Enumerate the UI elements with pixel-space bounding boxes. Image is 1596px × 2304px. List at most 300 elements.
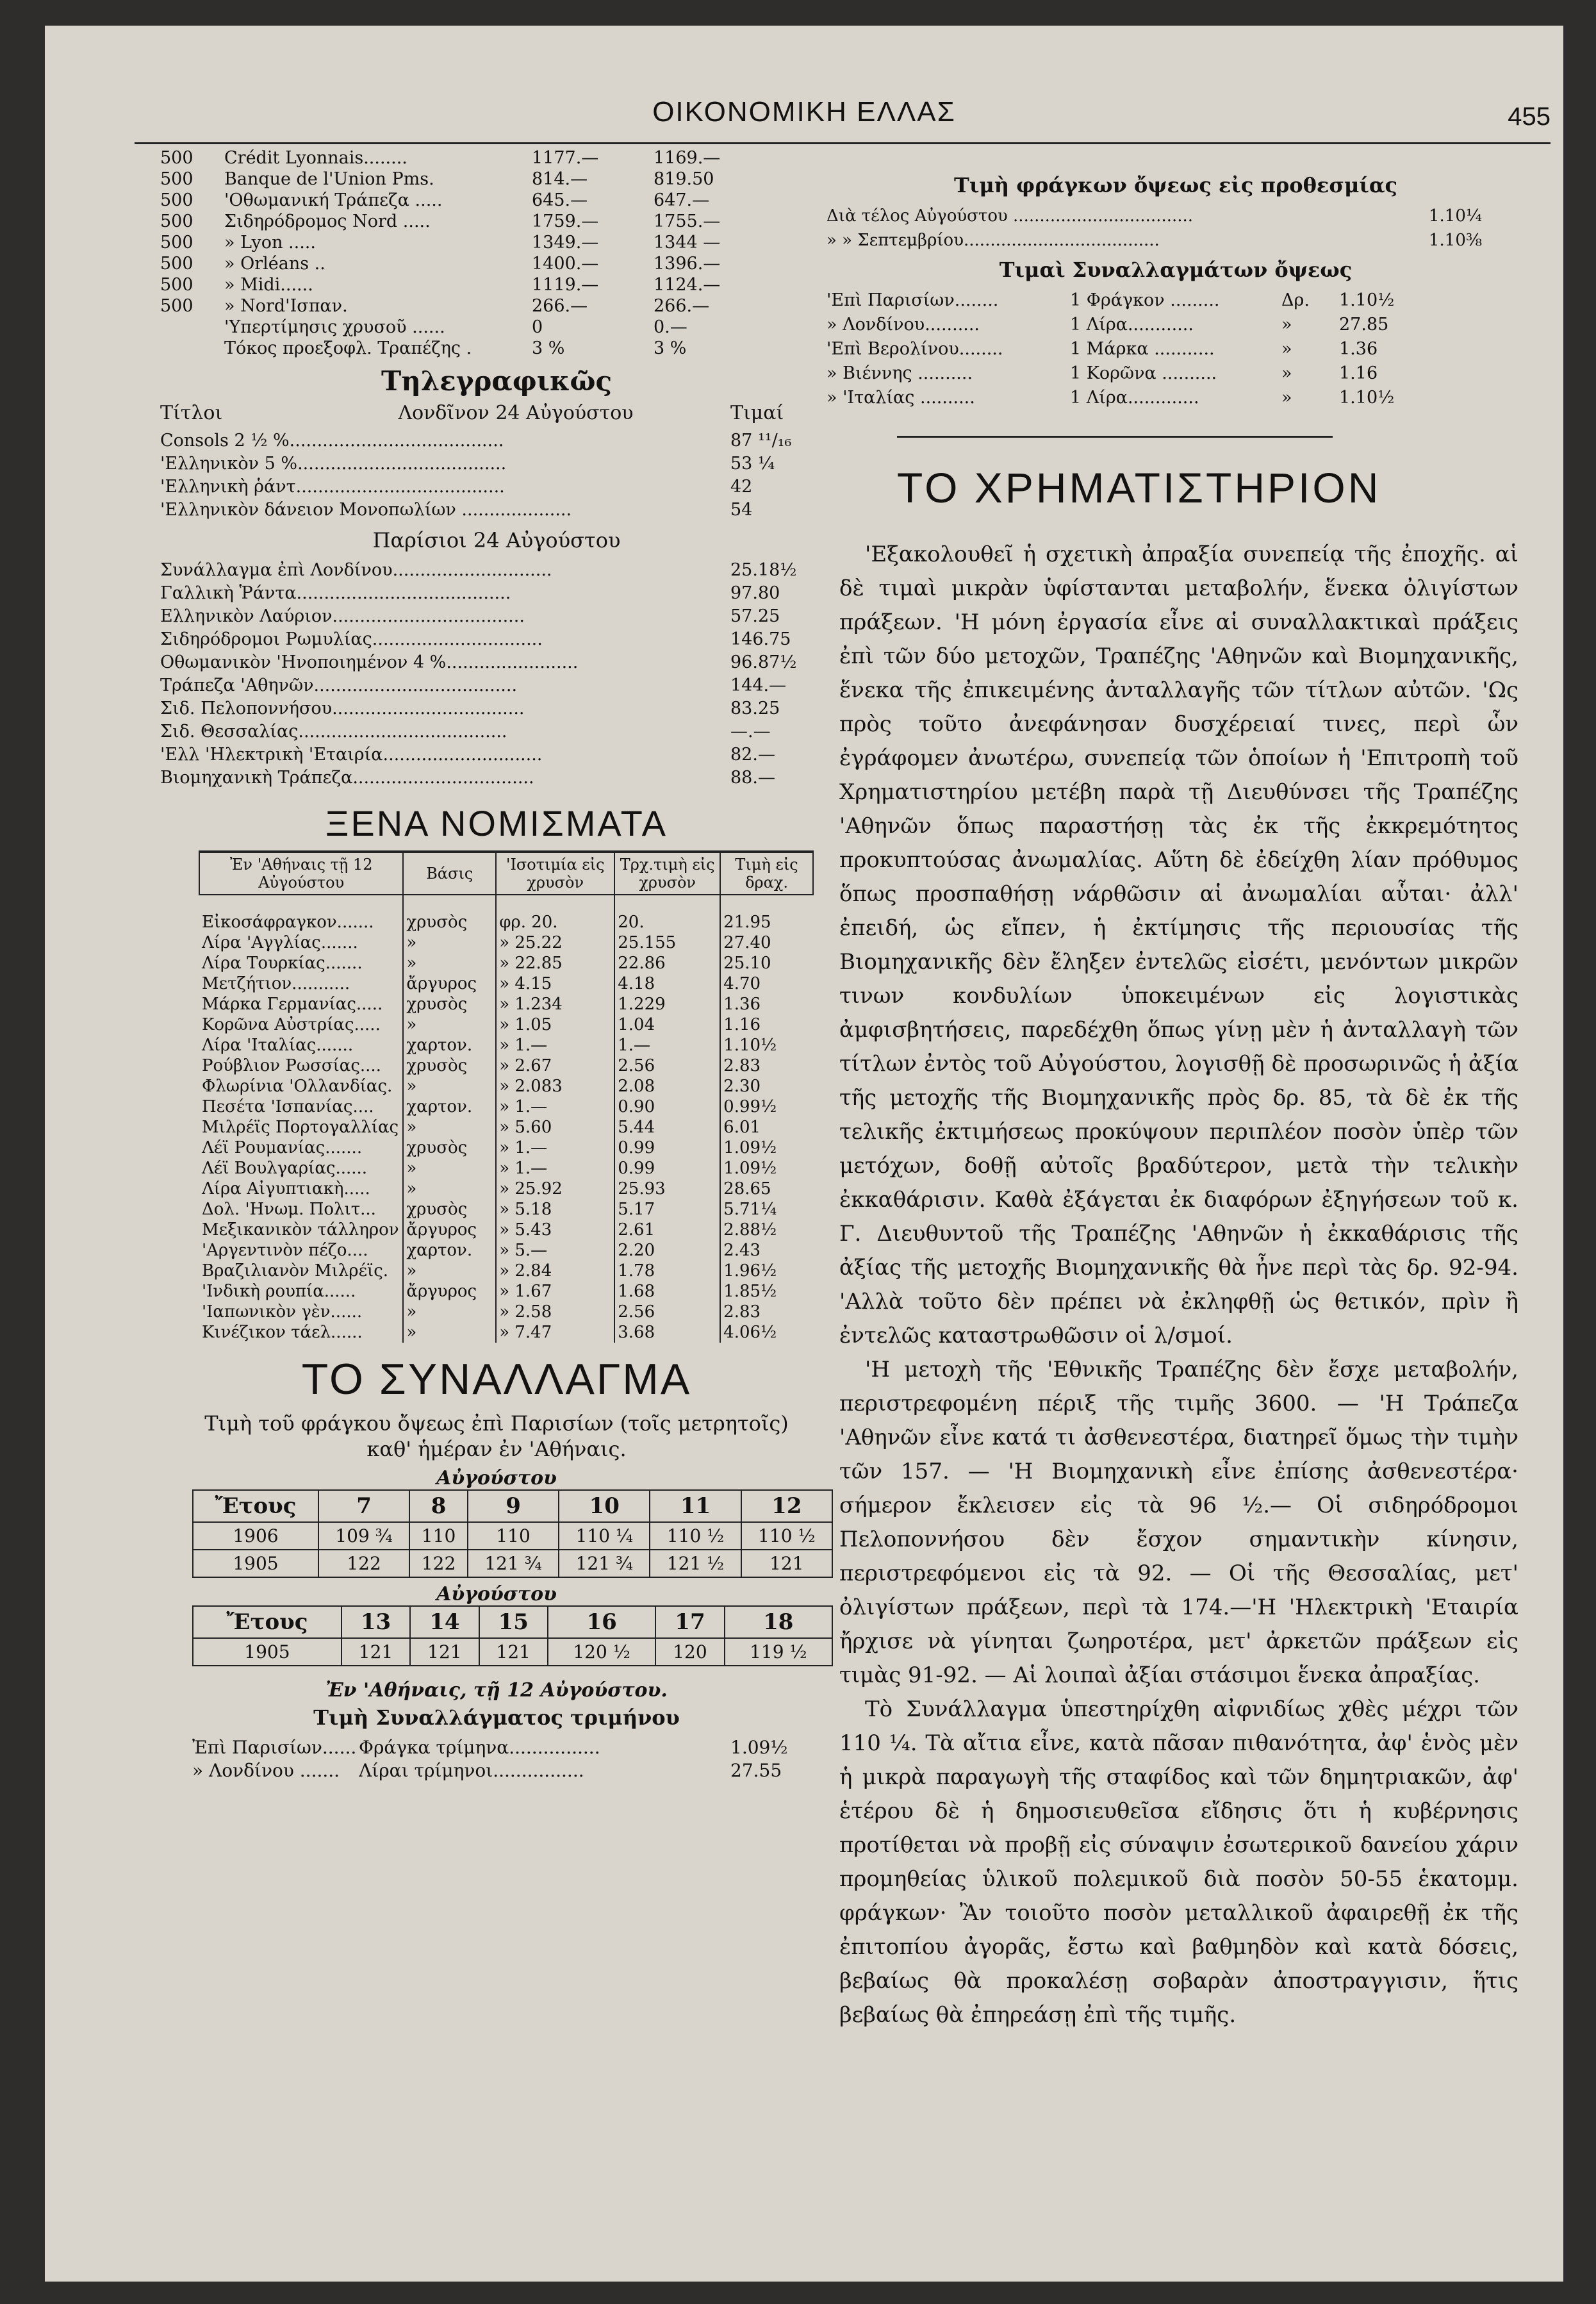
fx-drachma: 1.16: [720, 1015, 813, 1035]
telegraphic-title: Τηλεγραφικῶς: [381, 365, 613, 397]
day-header: 12: [741, 1490, 832, 1522]
quote-row: [160, 628, 833, 651]
rate-cell: 121 ¾: [559, 1550, 650, 1577]
fx-drachma: 27.40: [720, 932, 813, 953]
ticker-row: [160, 274, 833, 295]
ticker-qty: 500: [160, 148, 193, 168]
fx-basis: χρυσὸς: [403, 895, 496, 932]
fx-basis: ἄργυρος: [403, 974, 496, 994]
fx-drachma: 2.88½: [720, 1220, 813, 1240]
rate-cell: 122: [318, 1550, 409, 1577]
quote-row: [160, 452, 833, 476]
day-header: 7: [318, 1490, 409, 1522]
fx-drachma: 25.10: [720, 953, 813, 974]
fx-parity: » 2.67: [496, 1056, 614, 1076]
fx-currency: Λίρα Αἰγυπτιακὴ.....: [202, 1179, 370, 1198]
fx-parity: » 25.92: [496, 1179, 614, 1199]
quote-price: 54: [730, 500, 753, 520]
sight-rate-value: 1.16: [1339, 363, 1378, 383]
sight-rate-row: [827, 386, 1525, 410]
quote-price: 87 ¹¹/₁₆: [730, 431, 792, 451]
sight-rate-prefix: »: [1281, 339, 1292, 359]
day-header: 15: [479, 1606, 548, 1638]
ticker-row: [160, 169, 833, 190]
quote-price: 146.75: [730, 629, 791, 649]
day-header: 14: [410, 1606, 479, 1638]
sight-rate-row: [827, 337, 1525, 361]
sight-rate-prefix: »: [1281, 388, 1292, 408]
ticker-name: 'Οθωμανική Τράπεζα .....: [224, 190, 443, 210]
ticker-price-now: 0.—: [654, 317, 687, 337]
ticker-price-now: 1124.—: [654, 275, 721, 295]
paris-stock-list: [160, 147, 833, 359]
fx-drachma: 0.99½: [720, 1097, 813, 1117]
ticker-qty: 500: [160, 233, 193, 253]
paris-heading: Παρίσιοι 24 Αὐγούστου: [372, 528, 621, 552]
ticker-name: » Midi......: [224, 275, 313, 295]
day-header: 16: [548, 1606, 655, 1638]
foreign-money-table: [199, 850, 814, 1343]
fx-gold-rate: 0.99: [614, 1138, 720, 1158]
table-row: [199, 994, 813, 1015]
market-title: ΤΟ ΧΡΗΜΑΤΙΣΤΗΡΙΟΝ: [897, 464, 1381, 511]
table-row: [199, 1035, 813, 1056]
fx-gold-rate: 25.93: [614, 1179, 720, 1199]
ticker-price-now: 266.—: [654, 296, 710, 316]
fx-header-parity: 'Ισοτιμία εἰς χρυσὸν: [496, 852, 614, 895]
quote-price: 97.80: [730, 583, 780, 603]
rate-cell: 110: [409, 1522, 468, 1550]
ticker-qty: 500: [160, 169, 193, 189]
quote-price: 42: [730, 477, 753, 497]
ticker-row: [160, 147, 833, 169]
fx-parity: » 1.—: [496, 1097, 614, 1117]
fx-drachma: 1.85½: [720, 1281, 813, 1302]
fx-drachma: 4.70: [720, 974, 813, 994]
exchange-table-1: [192, 1489, 833, 1578]
ticker-price-prev: 3 %: [532, 338, 565, 358]
sight-rate-row: [827, 361, 1525, 386]
fx-parity: » 2.84: [496, 1261, 614, 1281]
forward-rate-value: 1.10¼: [1429, 206, 1483, 226]
ticker-name: Crédit Lyonnais........: [224, 148, 407, 168]
rate-cell: 109 ¾: [318, 1522, 409, 1550]
quote-row: [160, 674, 833, 697]
fx-basis: »: [403, 1117, 496, 1138]
fx-currency: Λίρα 'Αγγλίας.......: [202, 933, 358, 952]
fx-drachma: 6.01: [720, 1117, 813, 1138]
fx-gold-rate: 1.—: [614, 1035, 720, 1056]
sight-rate-place: » 'Ιταλίας ..........: [827, 388, 975, 408]
masthead-title: ΟΙΚΟΝΟΜΙΚΗ ΕΛΛΑΣ: [652, 96, 956, 128]
fx-header-drachma: Τιμὴ εἰς δραχ.: [720, 852, 813, 895]
rate-cell: 110 ¼: [559, 1522, 650, 1550]
fx-gold-rate: 25.155: [614, 932, 720, 953]
fx-gold-rate: 0.99: [614, 1158, 720, 1179]
london-column-header: [160, 402, 833, 424]
ticker-row: [160, 338, 833, 359]
table-row: [199, 1179, 813, 1199]
quote-title: Σιδ. Πελοποννήσου...................................: [160, 699, 525, 718]
fx-currency: Κινέζικον τάελ......: [202, 1323, 363, 1342]
ticker-price-prev: 0: [532, 317, 543, 337]
fx-gold-rate: 3.68: [614, 1322, 720, 1343]
day-header: 18: [725, 1606, 832, 1638]
market-report: [827, 538, 1525, 2032]
fx-drachma: 4.06½: [720, 1322, 813, 1343]
fx-gold-rate: 5.44: [614, 1117, 720, 1138]
forward-rate-value: 1.10⅜: [1429, 231, 1483, 250]
fx-parity: » 1.67: [496, 1281, 614, 1302]
table-row: [199, 1261, 813, 1281]
sight-rate-unit: 1 Κορῶνα ..........: [1070, 363, 1217, 383]
day-header-row: [193, 1606, 832, 1638]
quarterly-unit: Φράγκα τρίμηνα................: [359, 1737, 600, 1758]
prices-label: Τιμαί: [730, 402, 784, 424]
fx-basis: χρυσὸς: [403, 1199, 496, 1220]
fx-basis: ἄργυρος: [403, 1220, 496, 1240]
fx-basis: »: [403, 953, 496, 974]
fx-currency: Λίρα 'Ιταλίας.......: [202, 1036, 354, 1055]
fx-parity: » 22.85: [496, 953, 614, 974]
fx-drachma: 2.30: [720, 1076, 813, 1097]
fx-basis: »: [403, 1179, 496, 1199]
ticker-name: » Nord'Ισπαν.: [224, 296, 348, 316]
fx-currency: Μετζήτιον...........: [202, 974, 350, 993]
ticker-price-prev: 814.—: [532, 169, 588, 189]
market-paragraph: 'Εξακολουθεῖ ἡ σχετικὴ ἀπραξία συνεπείᾳ τῆς ἐποχῆς. αἱ δὲ τιμαὶ μικρὰν ὑφίστανται μεταβολήν, ἕνεκα ὀλιγίστων πράξεων. 'Η μόνη ἐργασία εἶνε αἱ συναλλακτικαὶ πράξεις ἐπὶ τῶν δύο μετοχῶν, Τραπέζης 'Αθηνῶν καὶ Βιομηχανικῆς, ἕνεκα τῆς ἐπικειμένης ἀνταλλαγῆς τῶν τίτλων αὐτῶν. 'Ως πρὸς τοῦτο ἀνεφάνησαν δυσχέρειαί τινες, περὶ ὧν ἐγράφομεν ἀνωτέρω, συνεπείᾳ τῶν ὁποίων ἡ 'Επιτροπὴ τοῦ Χρηματιστηρίου μετέβη παρὰ τῇ Διευθύνσει τῆς Τραπέζης 'Αθηνῶν ὅπως παραστήσῃ τὰς ἐκ τῆς ἐκκρεμότητος προκυπτούσας ἀνωμαλίας. Αὕτη δὲ ἐδείχθη λίαν πρόθυμος ὅπως προσπαθήσῃ νάρθῶσιν αἱ ἀνωμαλίαι αὗται· ἀλλ' ἐπειδή, ὡς εἴπεν, ἡ ἐκτίμησις τῆς περιουσίας τῆς Βιομηχανικῆς δὲν ἔληξεν ἐντελῶς εἰσέτι, μενόντων μικρῶν τινων κονδυλίων ὑποκειμένων εἰς λογιστικὰς ἀμφισβητήσεις, παρεδέχθη ὅπως γίνῃ μὲν ἡ ἀνταλλαγὴ τῶν τίτλων ἐντὸς τοῦ Αὐγούστου, λογισθῇ δὲ προσωρινῶς ἡ ἀξία τῆς μετοχῆς τῆς Βιομηχανικῆς πρὸς δρ. 85, τὰ δὲ ἐκ τῆς τελικῆς ἐκτιμήσεως προκύψουν περιπλέον ποσὸν ὑπὲρ τῶν μετόχων, δοθῇ αὐτοῖς βραδύτερον, μετὰ τὴν τελικὴν ἐκκαθάρισιν. Καθὰ ἐξάγεται ἐκ διαφόρων ἐξηγήσεων τοῦ κ. Γ. Διευθυντοῦ τῆς Τραπέζης 'Αθηνῶν ἡ ἐκκαθάρισις τῆς ἀξίας τῆς μετοχῆς Βιομηχανικῆς θὰ ἦνε περὶ τὰς δρ. 92-94. 'Αλλὰ τοῦτο δὲν πρέπει νὰ ἐκληφθῇ ὡς θετικόν, πρὶν ἢ ἐντελῶς καταστρωθῶσιν οἱ λ/σμοί.: [839, 542, 1518, 1348]
sight-rate-value: 27.85: [1339, 315, 1389, 335]
fx-drachma: 2.83: [720, 1302, 813, 1322]
sight-rate-value: 1.10½: [1339, 290, 1395, 310]
quote-title: 'Ελληνικὸν 5 %......................................: [160, 454, 507, 474]
fx-gold-rate: 20.: [614, 895, 720, 932]
forward-rate-label: Διὰ τέλος Αὐγούστου ..................................: [827, 206, 1194, 226]
quote-row: [160, 651, 833, 674]
fx-gold-rate: 1.68: [614, 1281, 720, 1302]
fx-gold-rate: 5.17: [614, 1199, 720, 1220]
ticker-price-prev: 1349.—: [532, 233, 599, 253]
ticker-name: Banque de l'Union Pms.: [224, 169, 434, 189]
fx-drachma: 1.96½: [720, 1261, 813, 1281]
year-cell: 1905: [193, 1550, 318, 1577]
fx-currency: Φλωρίνια 'Ολλανδίας.: [202, 1077, 393, 1096]
fx-currency: 'Ιαπωνικὸν γὲν......: [202, 1302, 363, 1322]
ticker-price-now: 1344 —: [654, 233, 721, 253]
quarterly-place: Ἐπὶ Παρισίων......: [192, 1737, 357, 1758]
fx-basis: χρυσὸς: [403, 994, 496, 1015]
ticker-price-now: 819.50: [654, 169, 714, 189]
table-row: [199, 1220, 813, 1240]
fx-header-basis: Βάσις: [403, 852, 496, 895]
year-row: [193, 1638, 832, 1666]
fx-parity: » 7.47: [496, 1322, 614, 1343]
fx-header-rate: Τρχ.τιμὴ εἰς χρυσὸν: [614, 852, 720, 895]
fx-currency: Λέϊ Βουλγαρίας......: [202, 1159, 368, 1178]
quarterly-value: 1.09½: [730, 1737, 788, 1758]
ticker-price-prev: 266.—: [532, 296, 588, 316]
rate-cell: 121: [341, 1638, 410, 1666]
quarterly-row: [192, 1759, 833, 1782]
ticker-price-now: 1396.—: [654, 254, 721, 274]
ticker-name: Σιδηρόδρομος Nord .....: [224, 211, 431, 231]
forward-rate-row: [827, 204, 1525, 228]
fx-drachma: 1.10½: [720, 1035, 813, 1056]
rate-cell: 121: [741, 1550, 832, 1577]
table-row: [199, 1302, 813, 1322]
quote-price: 96.87½: [730, 652, 797, 672]
forward-rate-row: [827, 228, 1525, 253]
exchange-table-2: [192, 1605, 833, 1666]
quarterly-row: [192, 1736, 833, 1759]
fx-currency: Εἰκοσάφραγκον.......: [202, 913, 374, 932]
ticker-name: » Lyon .....: [224, 233, 316, 253]
ticker-price-prev: 1119.—: [532, 275, 599, 295]
ticker-price-prev: 645.—: [532, 190, 588, 210]
sight-rate-place: » Λονδίνου..........: [827, 315, 980, 335]
table-row: [199, 1322, 813, 1343]
fx-currency: Πεσέτα 'Ισπανίας....: [202, 1097, 374, 1116]
table-row: [199, 1015, 813, 1035]
fx-basis: χρυσὸς: [403, 1056, 496, 1076]
day-header: 8: [409, 1490, 468, 1522]
market-paragraph: 'Η μετοχὴ τῆς 'Εθνικῆς Τραπέζης δὲν ἔσχε μεταβολήν, περιστρεφομένη πέριξ τῆς τιμῆς 3600. — 'Η Τράπεζα 'Αθηνῶν εἶνε κατά τι ἀσθενεστέρα, διατηρεῖ ὅμως τὴν τιμὴν τῶν 157. — 'Η Βιομηχανικὴ εἶνε ἐπίσης ἀσθενεστέρα· σήμερον ἔκλεισεν εἰς τὰ 96 ½.— Οἱ σιδηρόδρομοι Πελοποννήσου δὲν ἔσχον σημαντικὴν κίνησιν, περιστρεφόμενοι εἰς τὰ 92. — Οἱ τῆς Θεσσαλίας, μετ' ὀλιγίστων πράξεων, περὶ τὰ 174.—'Η 'Ηλεκτρικὴ 'Εταιρία ἤρχισε νὰ γίνηται ζωηροτέρα, μετ' ἀρκετῶν πράξεων εἰς τιμὰς 91-92. — Αἱ λοιπαὶ ἀξίαι στάσιμοι ἕνεκα ἀπραξίας.: [839, 1357, 1518, 1688]
titles-label: Τίτλοι: [160, 402, 223, 424]
newspaper-page: [45, 26, 1563, 2282]
rate-cell: 120: [655, 1638, 724, 1666]
quote-title: 'Ελληνικὸν δάνειον Μονοπωλίων ....................: [160, 500, 572, 520]
quote-row: [160, 499, 833, 522]
quote-row: [160, 767, 833, 790]
fx-gold-rate: 22.86: [614, 953, 720, 974]
fx-parity: » 5.43: [496, 1220, 614, 1240]
london-heading: Λονδῖνον 24 Αὐγούστου: [398, 402, 634, 424]
fx-drachma: 1.09½: [720, 1158, 813, 1179]
fx-gold-rate: 2.56: [614, 1056, 720, 1076]
fx-parity: » 2.58: [496, 1302, 614, 1322]
sight-rate-place: 'Επὶ Βερολίνου........: [827, 339, 1003, 359]
ticker-qty: 500: [160, 211, 193, 231]
fx-basis: »: [403, 1158, 496, 1179]
quote-row: [160, 743, 833, 767]
header-rule: [135, 142, 1551, 144]
sight-rate-place: 'Επὶ Παρισίων........: [827, 290, 999, 310]
quote-row: [160, 697, 833, 720]
quote-row: [160, 429, 833, 452]
sight-rate-value: 1.10½: [1339, 388, 1395, 408]
athens-date-line: Ἐν 'Αθήναις, τῇ 12 Αὐγούστου.: [325, 1679, 668, 1702]
ticker-price-now: 3 %: [654, 338, 687, 358]
day-header: 10: [559, 1490, 650, 1522]
table-row: [199, 1281, 813, 1302]
year-cell: 1905: [193, 1638, 341, 1666]
fx-header-date: Ἐν 'Αθήναις τῇ 12 Αὐγούστου: [199, 852, 403, 895]
day-header: 17: [655, 1606, 724, 1638]
fx-gold-rate: 1.78: [614, 1261, 720, 1281]
fx-drachma: 2.43: [720, 1240, 813, 1261]
quote-row: [160, 559, 833, 582]
month-label-1: Αὐγούστου: [436, 1467, 557, 1489]
ticker-qty: 500: [160, 190, 193, 210]
year-label: Ἔτους: [193, 1490, 318, 1522]
fx-parity: » 5.—: [496, 1240, 614, 1261]
fx-drachma: 5.71¼: [720, 1199, 813, 1220]
fx-currency: Μιλρέϊς Πορτογαλλίας: [202, 1118, 399, 1137]
fx-currency: Δολ. 'Ηνωμ. Πολιτ...: [202, 1200, 376, 1219]
fx-basis: χαρτον.: [403, 1097, 496, 1117]
day-header-row: [193, 1490, 832, 1522]
quote-price: 144.—: [730, 675, 787, 695]
sight-rates-title: Τιμαὶ Συναλλαγμάτων ὄψεως: [999, 258, 1353, 282]
section-divider: [897, 436, 1333, 438]
fx-basis: »: [403, 1322, 496, 1343]
fx-basis: »: [403, 932, 496, 953]
ticker-qty: 500: [160, 275, 193, 295]
sight-rate-row: [827, 313, 1525, 337]
rate-cell: 110 ½: [741, 1522, 832, 1550]
page-number: 455: [1508, 103, 1551, 131]
quarterly-place: » Λονδίνου .......: [192, 1760, 340, 1781]
fx-basis: ἄργυρος: [403, 1281, 496, 1302]
table-row: [199, 1117, 813, 1138]
quote-row: [160, 720, 833, 743]
quarterly-title: Τιμὴ Συναλλάγματος τριμήνου: [313, 1705, 680, 1730]
ticker-qty: [160, 338, 224, 359]
ticker-row: [160, 295, 833, 317]
fx-basis: »: [403, 1015, 496, 1035]
quote-row: [160, 476, 833, 499]
quote-title: Consols 2 ½ %.......................................: [160, 431, 504, 451]
market-paragraph: Τὸ Συνάλλαγμα ὑπεστηρίχθη αἰφνιδίως χθὲς μέχρι τῶν 110 ¼. Τὰ αἴτια εἶνε, κατὰ πᾶσαν πιθανότητα, ἀφ' ἑνὸς μὲν ἡ μικρὰ παραγωγὴ τῆς σταφίδος καὶ τῶν δημητριακῶν, ἀφ' ἑτέρου δὲ ἡ δημοσιευθεῖσα εἴδησις ὅτι ἡ κυβέρνησις προτίθεται νὰ προβῇ εἰς σύναψιν ἐσωτερικοῦ δανείου χάριν προμηθείας ὑλικοῦ πολεμικοῦ διὰ ποσὸν 50-55 ἑκατομμ. φράγκων· Ἂν τοιοῦτο ποσὸν μεταλλικοῦ ἀφαιρεθῇ ἐκ τῆς ἐπιτοπίου ἀγορᾶς, ἔστω καὶ βαθμηδὸν καὶ κατὰ δόσεις, βεβαίως θὰ προκαλέσῃ σοβαρὰν ἀποστραγγισιν, ἥτις βεβαίως θὰ ἐπηρεάσῃ ἐπὶ τῆς τιμῆς.: [839, 1696, 1518, 2028]
ticker-row: [160, 190, 833, 211]
day-header: 13: [341, 1606, 410, 1638]
fx-currency: Βραζιλιανὸν Μιλρέϊς.: [202, 1261, 389, 1280]
quote-price: 83.25: [730, 699, 780, 718]
year-label: Ἔτους: [193, 1606, 341, 1638]
quote-price: 57.25: [730, 606, 780, 626]
sight-rate-unit: 1 Λίρα............: [1070, 315, 1194, 335]
sight-rate-place: » Βιέννης ..........: [827, 363, 973, 383]
quarterly-unit: Λίραι τρίμηνοι................: [359, 1760, 584, 1781]
quote-price: 82.—: [730, 745, 775, 765]
rate-cell: 119 ½: [725, 1638, 832, 1666]
table-row: [199, 932, 813, 953]
foreign-money-title: ΞΕΝΑ ΝΟΜΙΣΜΑΤΑ: [325, 803, 668, 843]
sight-rate-unit: 1 Λίρα.............: [1070, 388, 1199, 408]
left-column: [160, 147, 833, 1782]
year-row: [193, 1522, 832, 1550]
quote-title: Γαλλικὴ Ῥάντα.......................................: [160, 583, 511, 603]
paris-quotes: [160, 559, 833, 790]
quote-title: Τράπεζα 'Αθηνῶν.....................................: [160, 675, 518, 695]
sight-rate-row: [827, 288, 1525, 313]
fx-currency: Κορῶνα Αὐστρίας.....: [202, 1015, 381, 1034]
fx-basis: χαρτον.: [403, 1240, 496, 1261]
forward-rate-label: » » Σεπτεμβρίου.....................................: [827, 231, 1160, 250]
fx-gold-rate: 1.229: [614, 994, 720, 1015]
fx-drachma: 1.09½: [720, 1138, 813, 1158]
fx-currency: 'Αργεντινὸν πέζο....: [202, 1241, 368, 1260]
table-row: [199, 1240, 813, 1261]
fx-currency: Λέϊ Ρουμανίας.......: [202, 1138, 363, 1157]
quote-title: Σιδηρόδρομοι Ρωμυλίας...............................: [160, 629, 543, 649]
right-column: [827, 147, 1525, 2032]
quote-title: 'Ελληνικὴ ῥάντ......................................: [160, 477, 505, 497]
fx-drachma: 2.83: [720, 1056, 813, 1076]
fx-parity: » 5.60: [496, 1117, 614, 1138]
quote-price: 88.—: [730, 768, 775, 788]
fx-gold-rate: 4.18: [614, 974, 720, 994]
fx-parity: φρ. 20.: [496, 895, 614, 932]
fx-basis: χαρτον.: [403, 1035, 496, 1056]
sight-rate-unit: 1 Μάρκα ...........: [1070, 339, 1215, 359]
sight-rate-value: 1.36: [1339, 339, 1378, 359]
table-row: [199, 1097, 813, 1117]
london-quotes: [160, 429, 833, 522]
sight-rate-unit: 1 Φράγκον .........: [1070, 290, 1220, 310]
rate-cell: 121: [479, 1638, 548, 1666]
ticker-row: [160, 232, 833, 253]
fx-basis: »: [403, 1302, 496, 1322]
fx-parity: » 4.15: [496, 974, 614, 994]
fx-gold-rate: 2.08: [614, 1076, 720, 1097]
exchange-title: ΤΟ ΣΥΝΑΛΛΑΓΜΑ: [301, 1355, 692, 1404]
fx-parity: » 2.083: [496, 1076, 614, 1097]
quote-title: Βιομηχανικὴ Τράπεζα.................................: [160, 768, 534, 788]
page-header: [45, 70, 1563, 147]
table-row: [199, 1056, 813, 1076]
ticker-qty: 500: [160, 254, 193, 274]
table-row: [199, 1076, 813, 1097]
table-row: [199, 1158, 813, 1179]
ticker-price-prev: 1177.—: [532, 148, 599, 168]
rate-cell: 121 ¾: [468, 1550, 559, 1577]
sight-rate-prefix: »: [1281, 363, 1292, 383]
quarterly-exchange: [160, 1679, 833, 1782]
quote-row: [160, 582, 833, 605]
ticker-name: » Orléans ..: [224, 254, 325, 274]
fx-parity: » 1.—: [496, 1158, 614, 1179]
fx-currency: Μάρκα Γερμανίας.....: [202, 995, 383, 1014]
table-row: [199, 974, 813, 994]
table-row: [199, 1199, 813, 1220]
fx-gold-rate: 2.61: [614, 1220, 720, 1240]
day-header: 11: [650, 1490, 741, 1522]
ticker-price-now: 647.—: [654, 190, 710, 210]
quote-row: [160, 605, 833, 628]
fx-parity: » 25.22: [496, 932, 614, 953]
day-header: 9: [468, 1490, 559, 1522]
quote-title: Συνάλλαγμα ἐπὶ Λονδίνου.............................: [160, 560, 552, 580]
month-label-2: Αὐγούστου: [436, 1583, 557, 1605]
fx-parity: » 5.18: [496, 1199, 614, 1220]
quarterly-value: 27.55: [730, 1760, 782, 1781]
fx-drachma: 1.36: [720, 994, 813, 1015]
quote-price: 25.18½: [730, 560, 797, 580]
table-row: [199, 953, 813, 974]
sight-rate-prefix: »: [1281, 315, 1292, 335]
fx-gold-rate: 1.04: [614, 1015, 720, 1035]
fx-basis: »: [403, 1076, 496, 1097]
fx-parity: » 1.—: [496, 1035, 614, 1056]
ticker-name: 'Υπερτίμησις χρυσοῦ ......: [224, 317, 445, 337]
fx-currency: Ρούβλιον Ρωσσίας....: [202, 1056, 381, 1075]
fx-gold-rate: 2.56: [614, 1302, 720, 1322]
fx-drachma: 28.65: [720, 1179, 813, 1199]
ticker-qty: 500: [160, 296, 193, 316]
ticker-row: [160, 317, 833, 338]
ticker-qty: [160, 317, 224, 338]
